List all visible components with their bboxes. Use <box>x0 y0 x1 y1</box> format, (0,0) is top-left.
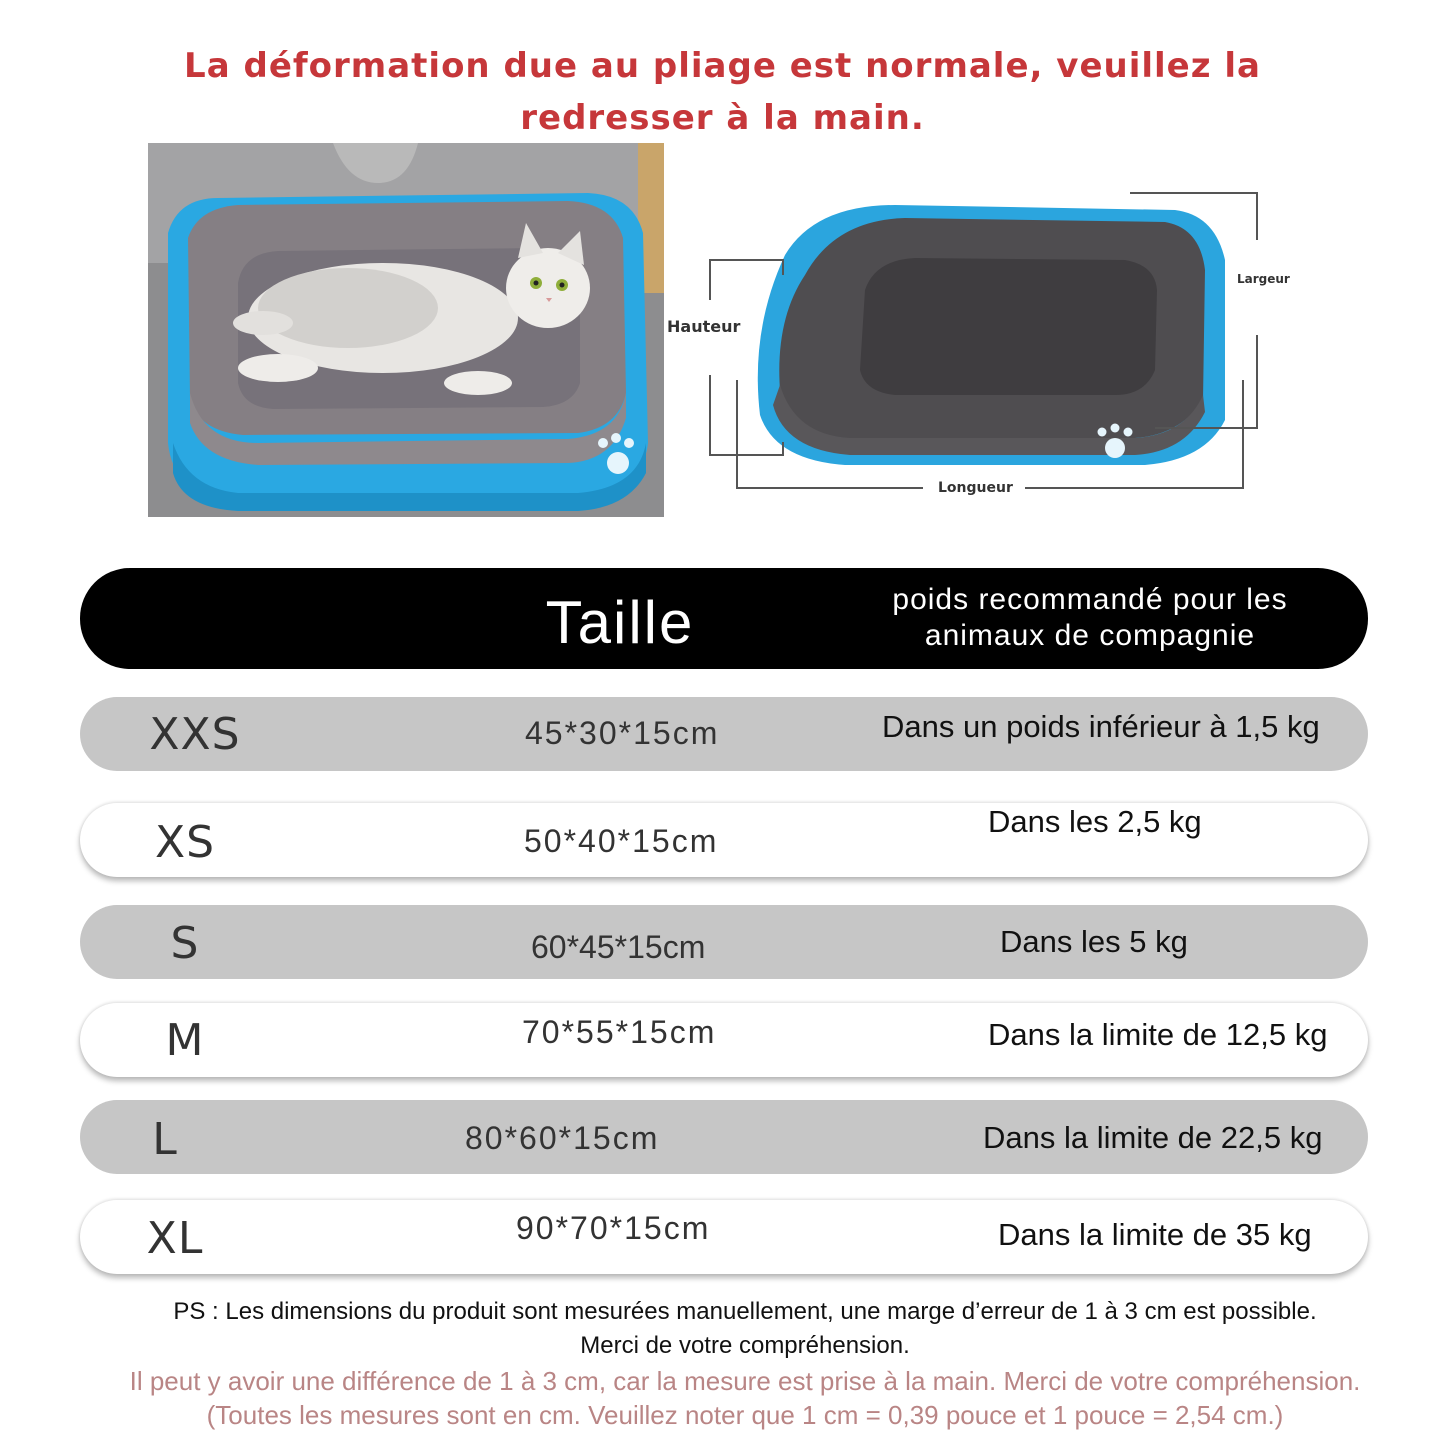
row-dimensions: 60*45*15cm <box>531 929 706 965</box>
table-row <box>80 1100 1368 1174</box>
row-weight: Dans les 2,5 kg <box>988 804 1202 839</box>
size-table-header <box>80 568 1368 669</box>
label-length: Longueur <box>938 480 1013 496</box>
row-dimensions: 45*30*15cm <box>525 715 720 751</box>
measurement-note: Il peut y avoir une différence de 1 à 3 cm, car la mesure est prise à la main. Merci de votre compréhension. (Toutes les mesures sont en cm. Veuillez noter que 1 cm = 0,39 pouce et 1 pouce = 2,54 cm.) <box>129 1366 1361 1430</box>
table-row <box>80 905 1368 979</box>
label-width: Largeur <box>1237 272 1290 286</box>
fold-notice: La déformation due au pliage est normale, veuillez la redresser à la main. <box>184 46 1261 138</box>
row-size: XXS <box>149 709 241 760</box>
row-weight: Dans la limite de 12,5 kg <box>988 1017 1328 1052</box>
label-height: Hauteur <box>667 317 741 336</box>
row-weight: Dans un poids inférieur à 1,5 kg <box>882 709 1320 744</box>
row-dimensions: 80*60*15cm <box>465 1120 660 1156</box>
row-size: XL <box>146 1213 204 1264</box>
product-photo-cat-bed <box>148 143 664 517</box>
dimension-diagram <box>665 180 1305 510</box>
table-row <box>80 803 1368 877</box>
row-dimensions: 70*55*15cm <box>522 1014 717 1050</box>
row-weight: Dans les 5 kg <box>1000 924 1188 959</box>
ps-note: PS : Les dimensions du produit sont mesurées manuellement, une marge d’erreur de 1 à 3 cm est possible. Merci de votre compréhension. <box>173 1298 1317 1359</box>
row-dimensions: 50*40*15cm <box>524 823 719 859</box>
row-size: XS <box>154 817 216 868</box>
table-row <box>80 1003 1368 1077</box>
row-size: S <box>170 918 200 969</box>
table-row <box>80 1200 1368 1274</box>
table-row <box>80 697 1368 771</box>
row-weight: Dans la limite de 35 kg <box>998 1217 1312 1252</box>
row-dimensions: 90*70*15cm <box>516 1210 711 1246</box>
row-weight: Dans la limite de 22,5 kg <box>983 1120 1323 1155</box>
header-weight-label: poids recommandé pour les animaux de compagnie <box>892 583 1288 652</box>
row-size: L <box>152 1114 178 1165</box>
row-size: M <box>165 1015 205 1066</box>
header-size-label: Taille <box>545 589 695 656</box>
